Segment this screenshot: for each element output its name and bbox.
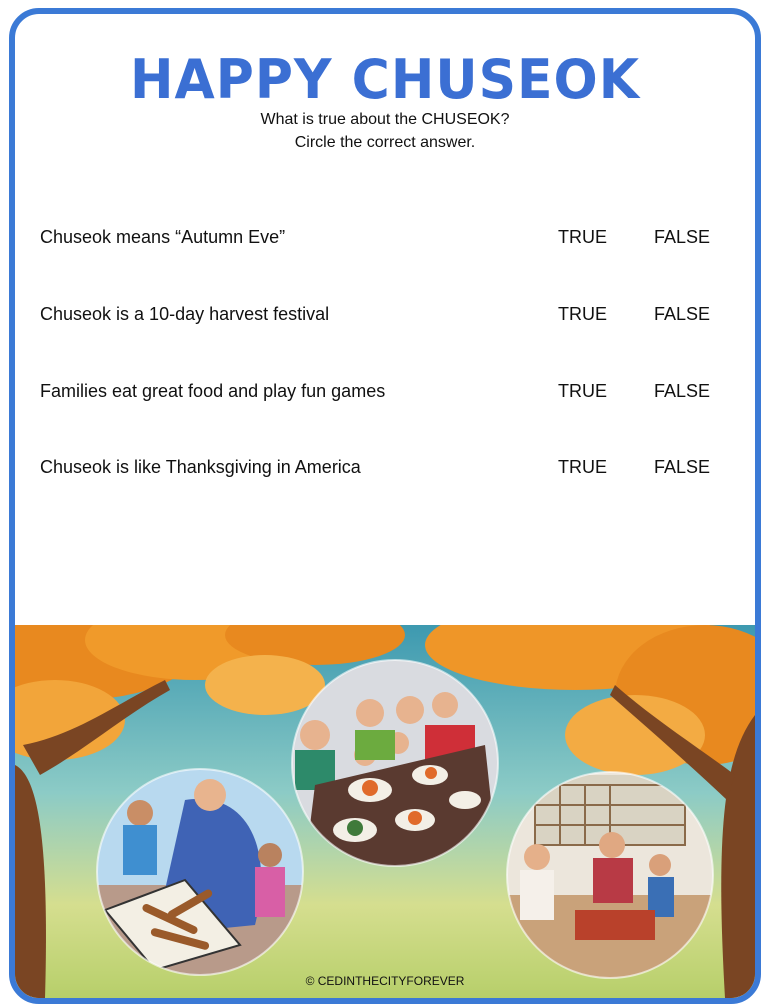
worksheet-frame (9, 8, 761, 1004)
false-option[interactable]: FALSE (654, 381, 711, 401)
question-statement: Chuseok is a 10-day harvest festival (40, 304, 330, 324)
false-option[interactable]: FALSE (654, 227, 711, 247)
true-option[interactable]: TRUE (558, 457, 607, 477)
question-statement: Chuseok is like Thanksgiving in America (40, 457, 361, 477)
question-statement: Chuseok means “Autumn Eve” (40, 227, 286, 247)
question-statement: Families eat great food and play fun games (40, 381, 386, 401)
question-row-2 (15, 304, 755, 328)
true-option[interactable]: TRUE (558, 227, 607, 247)
family-feast-scene (292, 660, 498, 866)
false-option[interactable]: FALSE (654, 304, 711, 324)
question-row-4 (15, 457, 755, 481)
false-option[interactable]: FALSE (654, 457, 711, 477)
question-row-1 (15, 227, 755, 251)
copyright-credit: © CEDINTHECITYFOREVER (305, 974, 465, 988)
question-row-3 (15, 381, 755, 405)
autumn-scene-illustration (15, 625, 755, 998)
instruction-line-2: Circle the correct answer. (294, 134, 476, 151)
page-title: HAPPY CHUSEOK (129, 48, 641, 112)
instruction-line-1: What is true about the CHUSEOK? (260, 111, 510, 128)
true-option[interactable]: TRUE (558, 304, 607, 324)
indoor-meal-scene (507, 772, 713, 978)
true-option[interactable]: TRUE (558, 381, 607, 401)
